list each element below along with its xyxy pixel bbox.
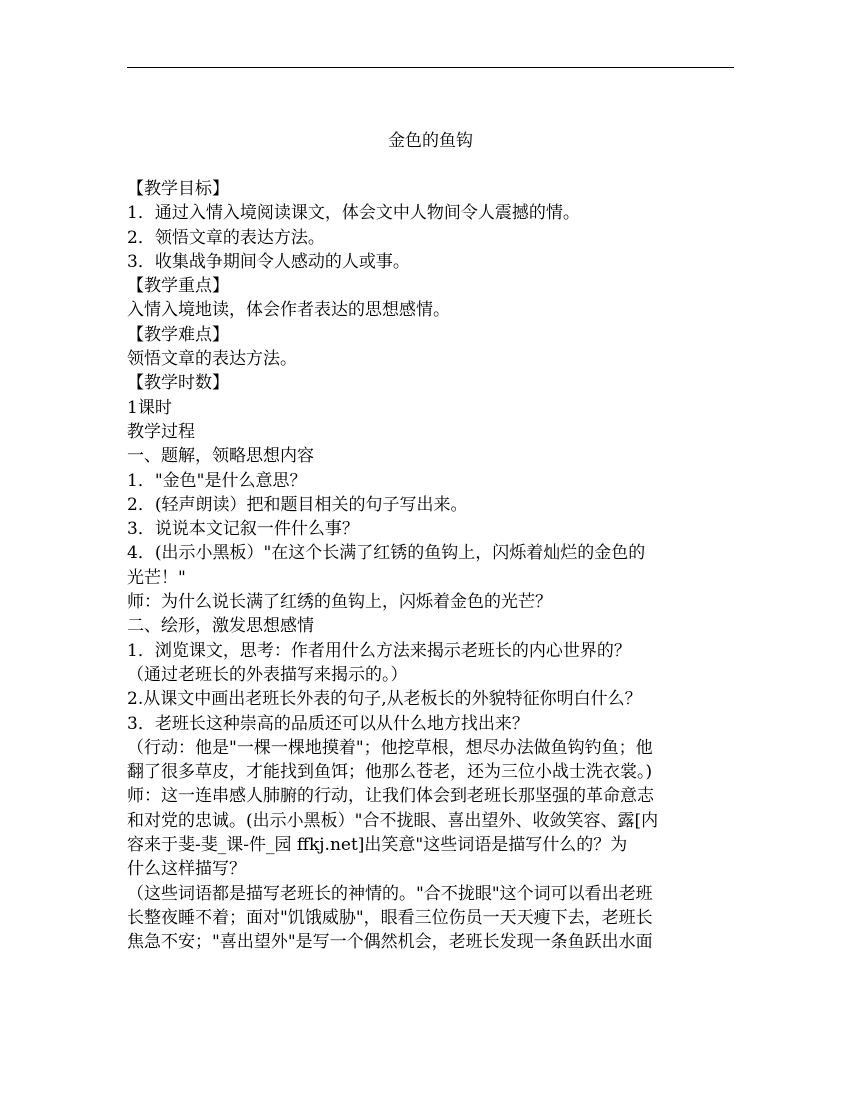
text-line: 2．领悟文章的表达方法。 (127, 227, 325, 248)
text-line: 容来于斐-斐_课-件_园 ffkj.net]出笑意"这些词语是描写什么的？为 (127, 835, 628, 856)
text-line: 入情入境地读，体会作者表达的思想感情。 (127, 300, 450, 321)
text-line: 2.从课文中画出老班长外表的句子,从老板长的外貌特征你明白什么？ (127, 689, 642, 710)
text-line: 4．(出示小黑板）"在这个长满了红锈的鱼钩上，闪烁着灿烂的金色的 (127, 543, 646, 564)
text-line: （行动：他是"一棵一棵地摸着"；他挖草根，想尽办法做鱼钩钓鱼；他 (127, 737, 653, 758)
text-line: 2．(轻声朗读）把和题目相关的句子写出来。 (127, 494, 468, 515)
text-line: 【教学难点】 (127, 324, 229, 345)
text-line: 师：为什么说长满了红绣的鱼钩上，闪烁着金色的光芒？ (127, 592, 552, 613)
text-line: 光芒！" (127, 567, 186, 588)
text-line: 师：这一连串感人肺腑的行动，让我们体会到老班长那坚强的革命意志 (127, 786, 654, 807)
text-line: 【教学重点】 (127, 276, 229, 297)
text-line: 3．老班长这种崇高的品质还可以从什么地方找出来？ (127, 713, 529, 734)
text-line: 【教学目标】 (127, 179, 229, 199)
text-line: （通过老班长的外表描写来揭示的。） (127, 664, 408, 685)
text-line: 一、题解，领略思想内容 (127, 446, 314, 467)
text-line: 教学过程 (127, 421, 195, 442)
text-line: 1．通过入情入境阅读课文，体会文中人物间令人震撼的情。 (127, 203, 580, 224)
text-line: （这些词语都是描写老班长的神情的。"合不拢眼"这个词可以看出老班 (127, 883, 653, 904)
text-line: 【教学时数】 (127, 373, 229, 394)
text-line: 1．浏览课文，思考：作者用什么方法来揭示老班长的内心世界的？ (127, 640, 631, 661)
document-body (127, 177, 739, 955)
text-line: 1课时 (127, 397, 172, 418)
header-rule (127, 67, 734, 68)
text-line: 领悟文章的表达方法。 (127, 349, 297, 370)
text-line: 焦急不安；"喜出望外"是写一个偶然机会，老班长发现一条鱼跃出水面 (127, 932, 653, 953)
text-line: 1．"金色"是什么意思？ (127, 470, 307, 491)
document-title: 金色的鱼钩 (388, 131, 473, 151)
text-line: 3．说说本文记叙一件什么事？ (127, 519, 359, 540)
text-line: 翻了很多草皮，才能找到鱼饵；他那么苍老，还为三位小战士洗衣裳。) (127, 762, 653, 783)
text-line: 和对党的忠诚。(出示小黑板）"合不拢眼、喜出望外、收敛笑容、露[内 (127, 810, 659, 831)
text-line: 二、绘形，激发思想感情 (127, 616, 314, 637)
text-line: 长整夜睡不着；面对"饥饿威胁"，眼看三位伤员一天天瘦下去，老班长 (127, 907, 653, 928)
text-line: 什么这样描写？ (127, 859, 246, 880)
text-line: 3．收集战争期间令人感动的人或事。 (127, 251, 410, 272)
